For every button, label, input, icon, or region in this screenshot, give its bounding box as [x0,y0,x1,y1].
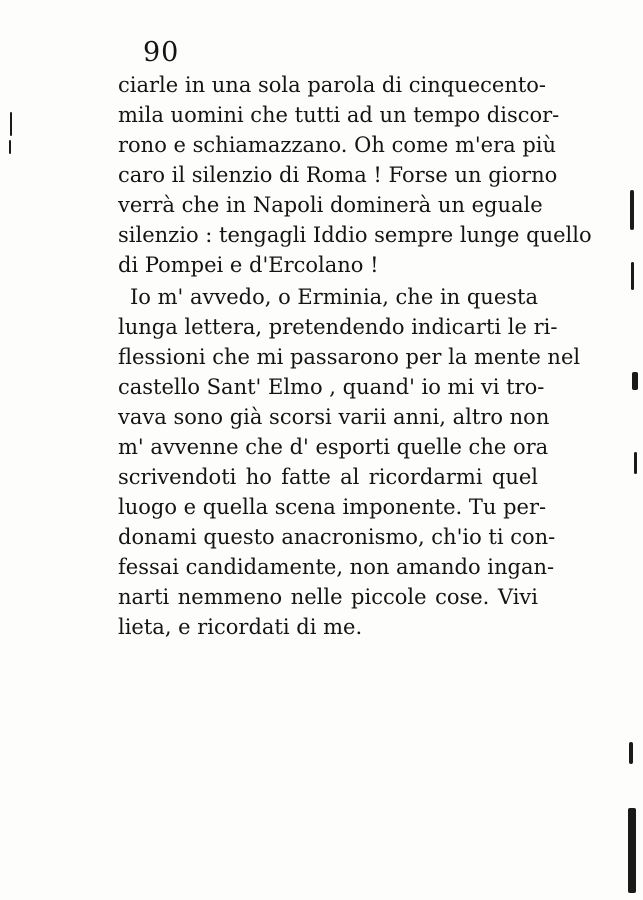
text-line: lieta, e ricordati di me. [118,615,363,639]
text-line: vava sono già scorsi varii anni, altro non [118,405,550,429]
text-line: luogo e quella scena imponente. Tu per- [118,495,547,519]
scan-edge-mark [634,452,637,474]
page-number: 90 [143,37,180,68]
text-line: donami questo anacronismo, ch'io ti con- [118,525,556,549]
text-line: scrivendoti ho fatte al ricordarmi quel [118,465,538,489]
paragraph-1 [118,70,592,280]
body-text [118,70,592,642]
paragraph-2 [118,282,581,642]
scan-edge-mark [629,742,633,764]
scan-edge-mark [628,808,636,893]
text-line: castello Sant' Elmo , quand' io mi vi tro- [118,375,545,399]
scan-edge-mark [632,372,638,390]
scan-edge-mark [631,262,634,290]
text-line: mila uomini che tutti ad un tempo discor- [118,103,560,127]
scan-edge-mark [9,140,11,154]
text-line: m' avvenne che d' esporti quelle che ora [118,435,549,459]
text-line: lunga lettera, pretendendo indicarti le ri- [118,315,558,339]
text-line: rono e schiamazzano. Oh come m'era più [118,133,557,157]
text-line: caro il silenzio di Roma ! Forse un giorno [118,163,558,187]
text-line: di Pompei e d'Ercolano ! [118,253,379,277]
text-line: Io m' avvedo, o Erminia, che in questa [130,285,538,309]
text-line: fessai candidamente, non amando ingan- [118,555,555,579]
text-line: flessioni che mi passarono per la mente nel [118,345,581,369]
scan-edge-mark [10,112,12,136]
text-line: silenzio : tengagli Iddio sempre lunge quello [118,223,592,247]
text-line: verrà che in Napoli dominerà un eguale [118,193,543,217]
text-line: narti nemmeno nelle piccole cose. Vivi [118,585,538,609]
scan-edge-mark [630,190,634,230]
text-line: ciarle in una sola parola di cinquecento- [118,73,547,97]
